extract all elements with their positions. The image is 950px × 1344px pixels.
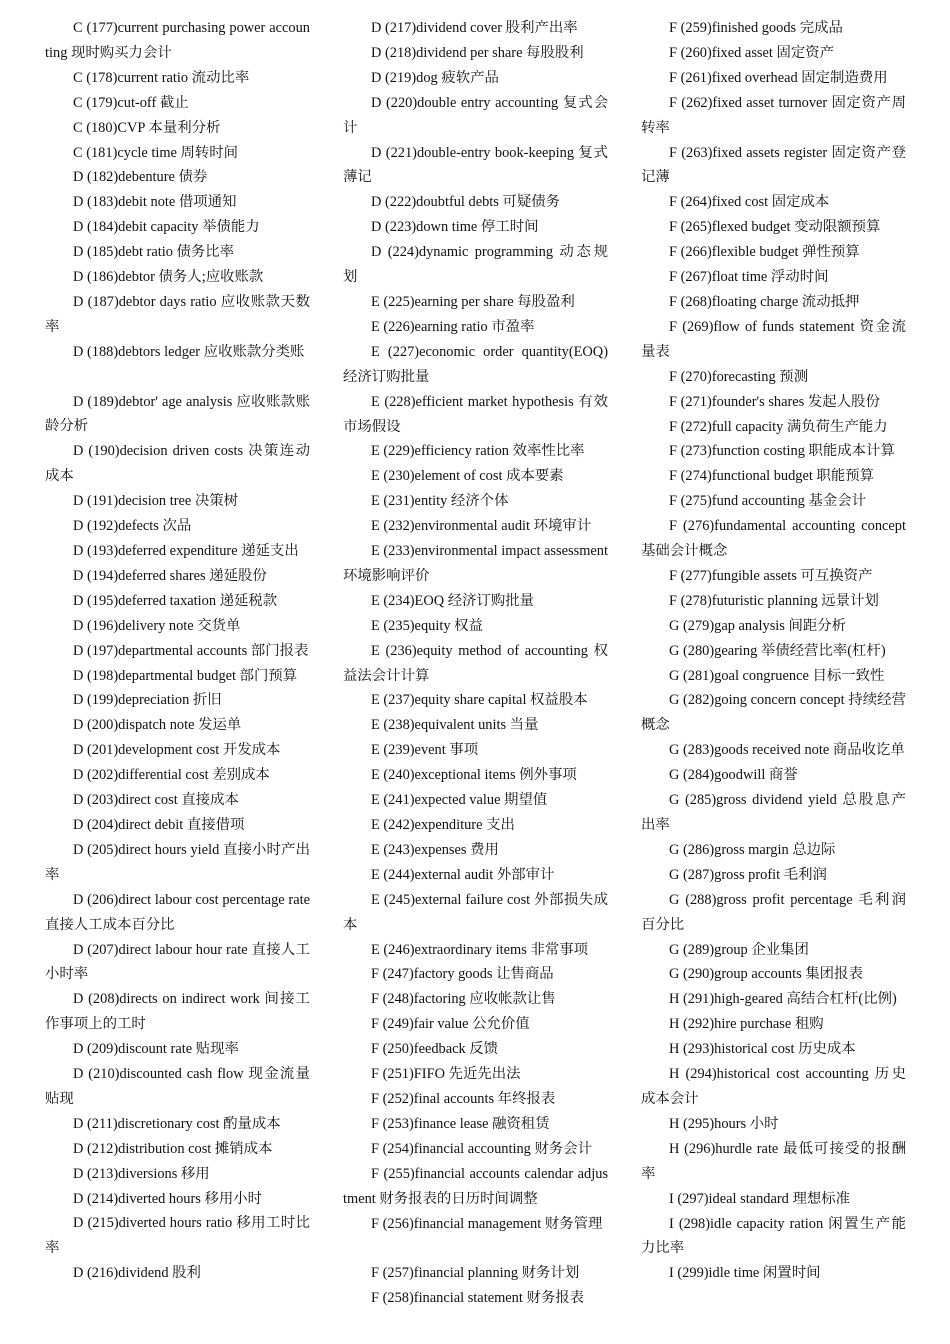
glossary-entry: E (237)equity share capital 权益股本 <box>371 692 588 709</box>
glossary-entry: E (231)entity 经济个体 <box>371 493 509 510</box>
glossary-entry: E (240)exceptional items 例外事项 <box>371 767 577 784</box>
glossary-entry: F (266)flexible budget 弹性预算 <box>669 244 860 261</box>
glossary-entry: F (261)fixed overhead 固定制造费用 <box>669 69 888 86</box>
glossary-entry: D (198)departmental budget 部门预算 <box>73 667 298 684</box>
column-2 <box>343 16 608 1334</box>
glossary-page <box>45 16 905 1334</box>
glossary-entry: D (203)direct cost 直接成本 <box>73 792 239 809</box>
glossary-entry: D (209)discount rate 贴现率 <box>73 1041 239 1058</box>
glossary-entry: D (207)direct labour hour rate 直接人工小时率 <box>45 941 310 983</box>
glossary-entry: D (216)dividend 股利 <box>73 1265 201 1282</box>
glossary-entry: D (224)dynamic programming 动态规划 <box>343 244 608 286</box>
glossary-entry: F (252)final accounts 年终报表 <box>371 1090 556 1107</box>
glossary-entry: I (297)ideal standard 理想标准 <box>669 1190 851 1207</box>
glossary-entry: H (292)hire purchase 租购 <box>669 1016 824 1033</box>
glossary-entry: D (215)diverted hours ratio 移用工时比率 <box>45 1215 310 1257</box>
glossary-entry: F (249)fair value 公允价值 <box>371 1016 530 1033</box>
glossary-entry: D (212)distribution cost 摊销成本 <box>73 1140 273 1157</box>
glossary-entry: I (299)idle time 闲置时间 <box>669 1265 821 1282</box>
glossary-entry: F (275)fund accounting 基金会计 <box>669 493 867 510</box>
glossary-entry: D (193)deferred expenditure 递延支出 <box>73 543 299 560</box>
glossary-entry: G (290)group accounts 集团报表 <box>669 966 863 983</box>
glossary-entry: C (180)CVP 本量利分析 <box>73 119 221 136</box>
glossary-entry: F (263)fixed assets register 固定资产登记薄 <box>641 144 906 186</box>
glossary-entry: E (235)equity 权益 <box>371 617 483 634</box>
glossary-entry: H (294)historical cost accounting 历史成本会计 <box>641 1066 906 1107</box>
glossary-entry: G (285)gross dividend yield 总股息产出率 <box>641 792 906 833</box>
glossary-entry: D (208)directs on indirect work 间接工作事项上的工时 <box>45 991 310 1033</box>
glossary-entry: G (287)gross profit 毛利润 <box>669 866 827 883</box>
glossary-entry: D (218)dividend per share 每股股利 <box>371 44 584 61</box>
glossary-entry: D (191)decision tree 决策树 <box>73 493 239 510</box>
glossary-entry: D (205)direct hours yield 直接小时产出率 <box>45 841 310 883</box>
glossary-entry: D (183)debit note 借项通知 <box>73 194 237 211</box>
glossary-entry: H (295)hours 小时 <box>669 1115 779 1132</box>
glossary-entry: D (206)direct labour cost percentage rate 直接人工成本百分比 <box>45 891 310 933</box>
glossary-entry: F (264)fixed cost 固定成本 <box>669 194 830 211</box>
glossary-entry: F (272)full capacity 满负荷生产能力 <box>669 418 888 435</box>
glossary-entry: E (245)external failure cost 外部损失成本 <box>343 891 608 933</box>
glossary-entry: D (185)debt ratio 债务比率 <box>73 244 235 261</box>
glossary-entry: C (181)cycle time 周转时间 <box>73 144 239 161</box>
glossary-entry: E (239)event 事项 <box>371 742 479 759</box>
glossary-entry: G (280)gearing 举债经营比率(杠杆) <box>669 642 886 659</box>
column-1 <box>45 16 310 1334</box>
glossary-entry: G (289)group 企业集团 <box>669 941 809 958</box>
glossary-entry: E (243)expenses 费用 <box>371 841 499 858</box>
glossary-entry: G (288)gross profit percentage 毛利润百分比 <box>641 891 906 933</box>
glossary-entry: E (238)equivalent units 当量 <box>371 717 539 734</box>
glossary-entry: E (228)efficient market hypothesis 有效市场假设 <box>343 393 608 435</box>
glossary-entry: D (202)differential cost 差别成本 <box>73 767 270 784</box>
glossary-entry: D (221)double-entry book-keeping 复式薄记 <box>343 144 608 186</box>
glossary-entry: E (229)efficiency ration 效率性比率 <box>371 443 585 460</box>
glossary-entry: E (225)earning per share 每股盈利 <box>371 293 575 310</box>
glossary-entry: E (246)extraordinary items 非常事项 <box>371 941 589 958</box>
glossary-entry: F (268)floating charge 流动抵押 <box>669 293 860 310</box>
glossary-entry: D (201)development cost 开发成本 <box>73 742 281 759</box>
glossary-entry: C (179)cut-off 截止 <box>73 94 189 111</box>
glossary-entry: D (217)dividend cover 股利产出率 <box>371 20 578 36</box>
glossary-entry: D (220)double entry accounting 复式会计 <box>343 94 608 136</box>
glossary-entry: F (267)float time 浮动时间 <box>669 269 829 286</box>
glossary-entry: D (222)doubtful debts 可疑债务 <box>371 194 561 211</box>
glossary-entry: D (199)depreciation 折旧 <box>73 692 222 709</box>
glossary-entry: D (197)departmental accounts 部门报表 <box>73 642 309 659</box>
glossary-entry: G (284)goodwill 商誉 <box>669 767 798 784</box>
glossary-entry: E (226)earning ratio 市盈率 <box>371 318 535 335</box>
glossary-entry: D (186)debtor 债务人;应收账款 <box>73 269 264 286</box>
glossary-entry: I (298)idle capacity ration 闲置生产能力比率 <box>641 1215 906 1257</box>
glossary-entry: D (187)debtor days ratio 应收账款天数率 <box>45 293 310 335</box>
glossary-entry: F (277)fungible assets 可互换资产 <box>669 567 873 584</box>
glossary-entry: F (259)finished goods 完成品 <box>669 20 843 36</box>
glossary-entry: D (195)deferred taxation 递延税款 <box>73 592 278 609</box>
glossary-entry: D (182)debenture 债券 <box>73 169 208 186</box>
glossary-entry: D (184)debit capacity 举债能力 <box>73 219 260 236</box>
glossary-entry: E (241)expected value 期望值 <box>371 792 548 809</box>
glossary-entry: F (270)forecasting 预测 <box>669 368 809 385</box>
glossary-entry: G (282)going concern concept 持续经营概念 <box>641 692 906 734</box>
column-3 <box>641 16 906 1334</box>
glossary-entry: F (250)feedback 反馈 <box>371 1041 499 1058</box>
glossary-entry: F (269)flow of funds statement 资金流量表 <box>641 318 906 360</box>
glossary-entry: D (210)discounted cash flow 现金流量贴现 <box>45 1066 310 1107</box>
glossary-entry: F (258)financial statement 财务报表 <box>371 1290 585 1307</box>
glossary-entry: H (296)hurdle rate 最低可接受的报酬率 <box>641 1140 906 1182</box>
glossary-entry: D (223)down time 停工时间 <box>371 219 539 236</box>
glossary-entry: F (265)flexed budget 变动限额预算 <box>669 219 881 236</box>
glossary-entry: E (232)environmental audit 环境审计 <box>371 518 592 535</box>
glossary-entry: E (230)element of cost 成本要素 <box>371 468 564 485</box>
glossary-entry: H (291)high-geared 高结合杠杆(比例) <box>669 991 897 1008</box>
glossary-entry: D (189)debtor' age analysis 应收账款账龄分析 <box>45 393 310 435</box>
glossary-entry: D (188)debtors ledger 应收账款分类账 <box>73 343 305 360</box>
glossary-entry: D (213)diversions 移用 <box>73 1165 210 1182</box>
glossary-entry: F (255)financial accounts calendar adjustment 财务报表的日历时间调整 <box>343 1165 608 1207</box>
glossary-entry: F (254)financial accounting 财务会计 <box>371 1140 593 1157</box>
glossary-entry: E (242)expenditure 支出 <box>371 817 515 833</box>
glossary-entry: F (260)fixed asset 固定资产 <box>669 44 835 61</box>
glossary-entry: E (236)equity method of accounting 权益法会计计算 <box>343 642 608 684</box>
glossary-entry: D (219)dog 疲软产品 <box>371 69 499 86</box>
glossary-entry: D (200)dispatch note 发运单 <box>73 717 242 734</box>
glossary-entry: E (227)economic order quantity(EOQ) 经济订购批量 <box>343 343 608 385</box>
glossary-entry: E (234)EOQ 经济订购批量 <box>371 592 535 609</box>
glossary-entry: D (194)deferred shares 递延股份 <box>73 567 267 584</box>
glossary-entry: G (286)gross margin 总边际 <box>669 841 836 858</box>
glossary-entry: C (177)current purchasing power accounting 现时购买力会计 <box>45 20 310 61</box>
glossary-entry: C (178)current ratio 流动比率 <box>73 69 250 86</box>
glossary-entry: D (196)delivery note 交货单 <box>73 617 241 634</box>
glossary-entry: F (248)factoring 应收帐款让售 <box>371 991 556 1008</box>
glossary-entry: G (281)goal congruence 目标一致性 <box>669 667 885 684</box>
glossary-entry: D (214)diverted hours 移用小时 <box>73 1190 263 1207</box>
glossary-entry: H (293)historical cost 历史成本 <box>669 1041 856 1058</box>
glossary-entry: E (244)external audit 外部审计 <box>371 866 555 883</box>
glossary-entry: F (271)founder's shares 发起人股份 <box>669 393 880 410</box>
glossary-entry: E (233)environmental impact assessment 环境影响评价 <box>343 543 608 584</box>
glossary-entry: F (251)FIFO 先近先出法 <box>371 1066 521 1083</box>
glossary-entry: D (190)decision driven costs 决策连动成本 <box>45 443 310 485</box>
glossary-entry: F (247)factory goods 让售商品 <box>371 966 554 983</box>
glossary-entry: F (253)finance lease 融资租赁 <box>371 1115 550 1132</box>
glossary-entry: G (283)goods received note 商品收讫单 <box>669 742 905 759</box>
glossary-entry: F (273)function costing 职能成本计算 <box>669 443 895 460</box>
glossary-entry: F (256)financial management 财务管理 <box>371 1215 603 1232</box>
glossary-entry: D (204)direct debit 直接借项 <box>73 816 245 833</box>
glossary-entry: D (211)discretionary cost 酌量成本 <box>73 1115 281 1132</box>
glossary-entry: F (262)fixed asset turnover 固定资产周转率 <box>641 94 906 136</box>
glossary-entry: F (276)fundamental accounting concept 基础会计概念 <box>641 518 906 560</box>
glossary-entry: G (279)gap analysis 间距分析 <box>669 617 847 634</box>
glossary-entry: F (257)financial planning 财务计划 <box>371 1265 580 1282</box>
glossary-entry: D (192)defects 次品 <box>73 518 192 535</box>
glossary-entry: F (278)futuristic planning 远景计划 <box>669 592 879 609</box>
glossary-entry: F (274)functional budget 职能预算 <box>669 468 875 485</box>
